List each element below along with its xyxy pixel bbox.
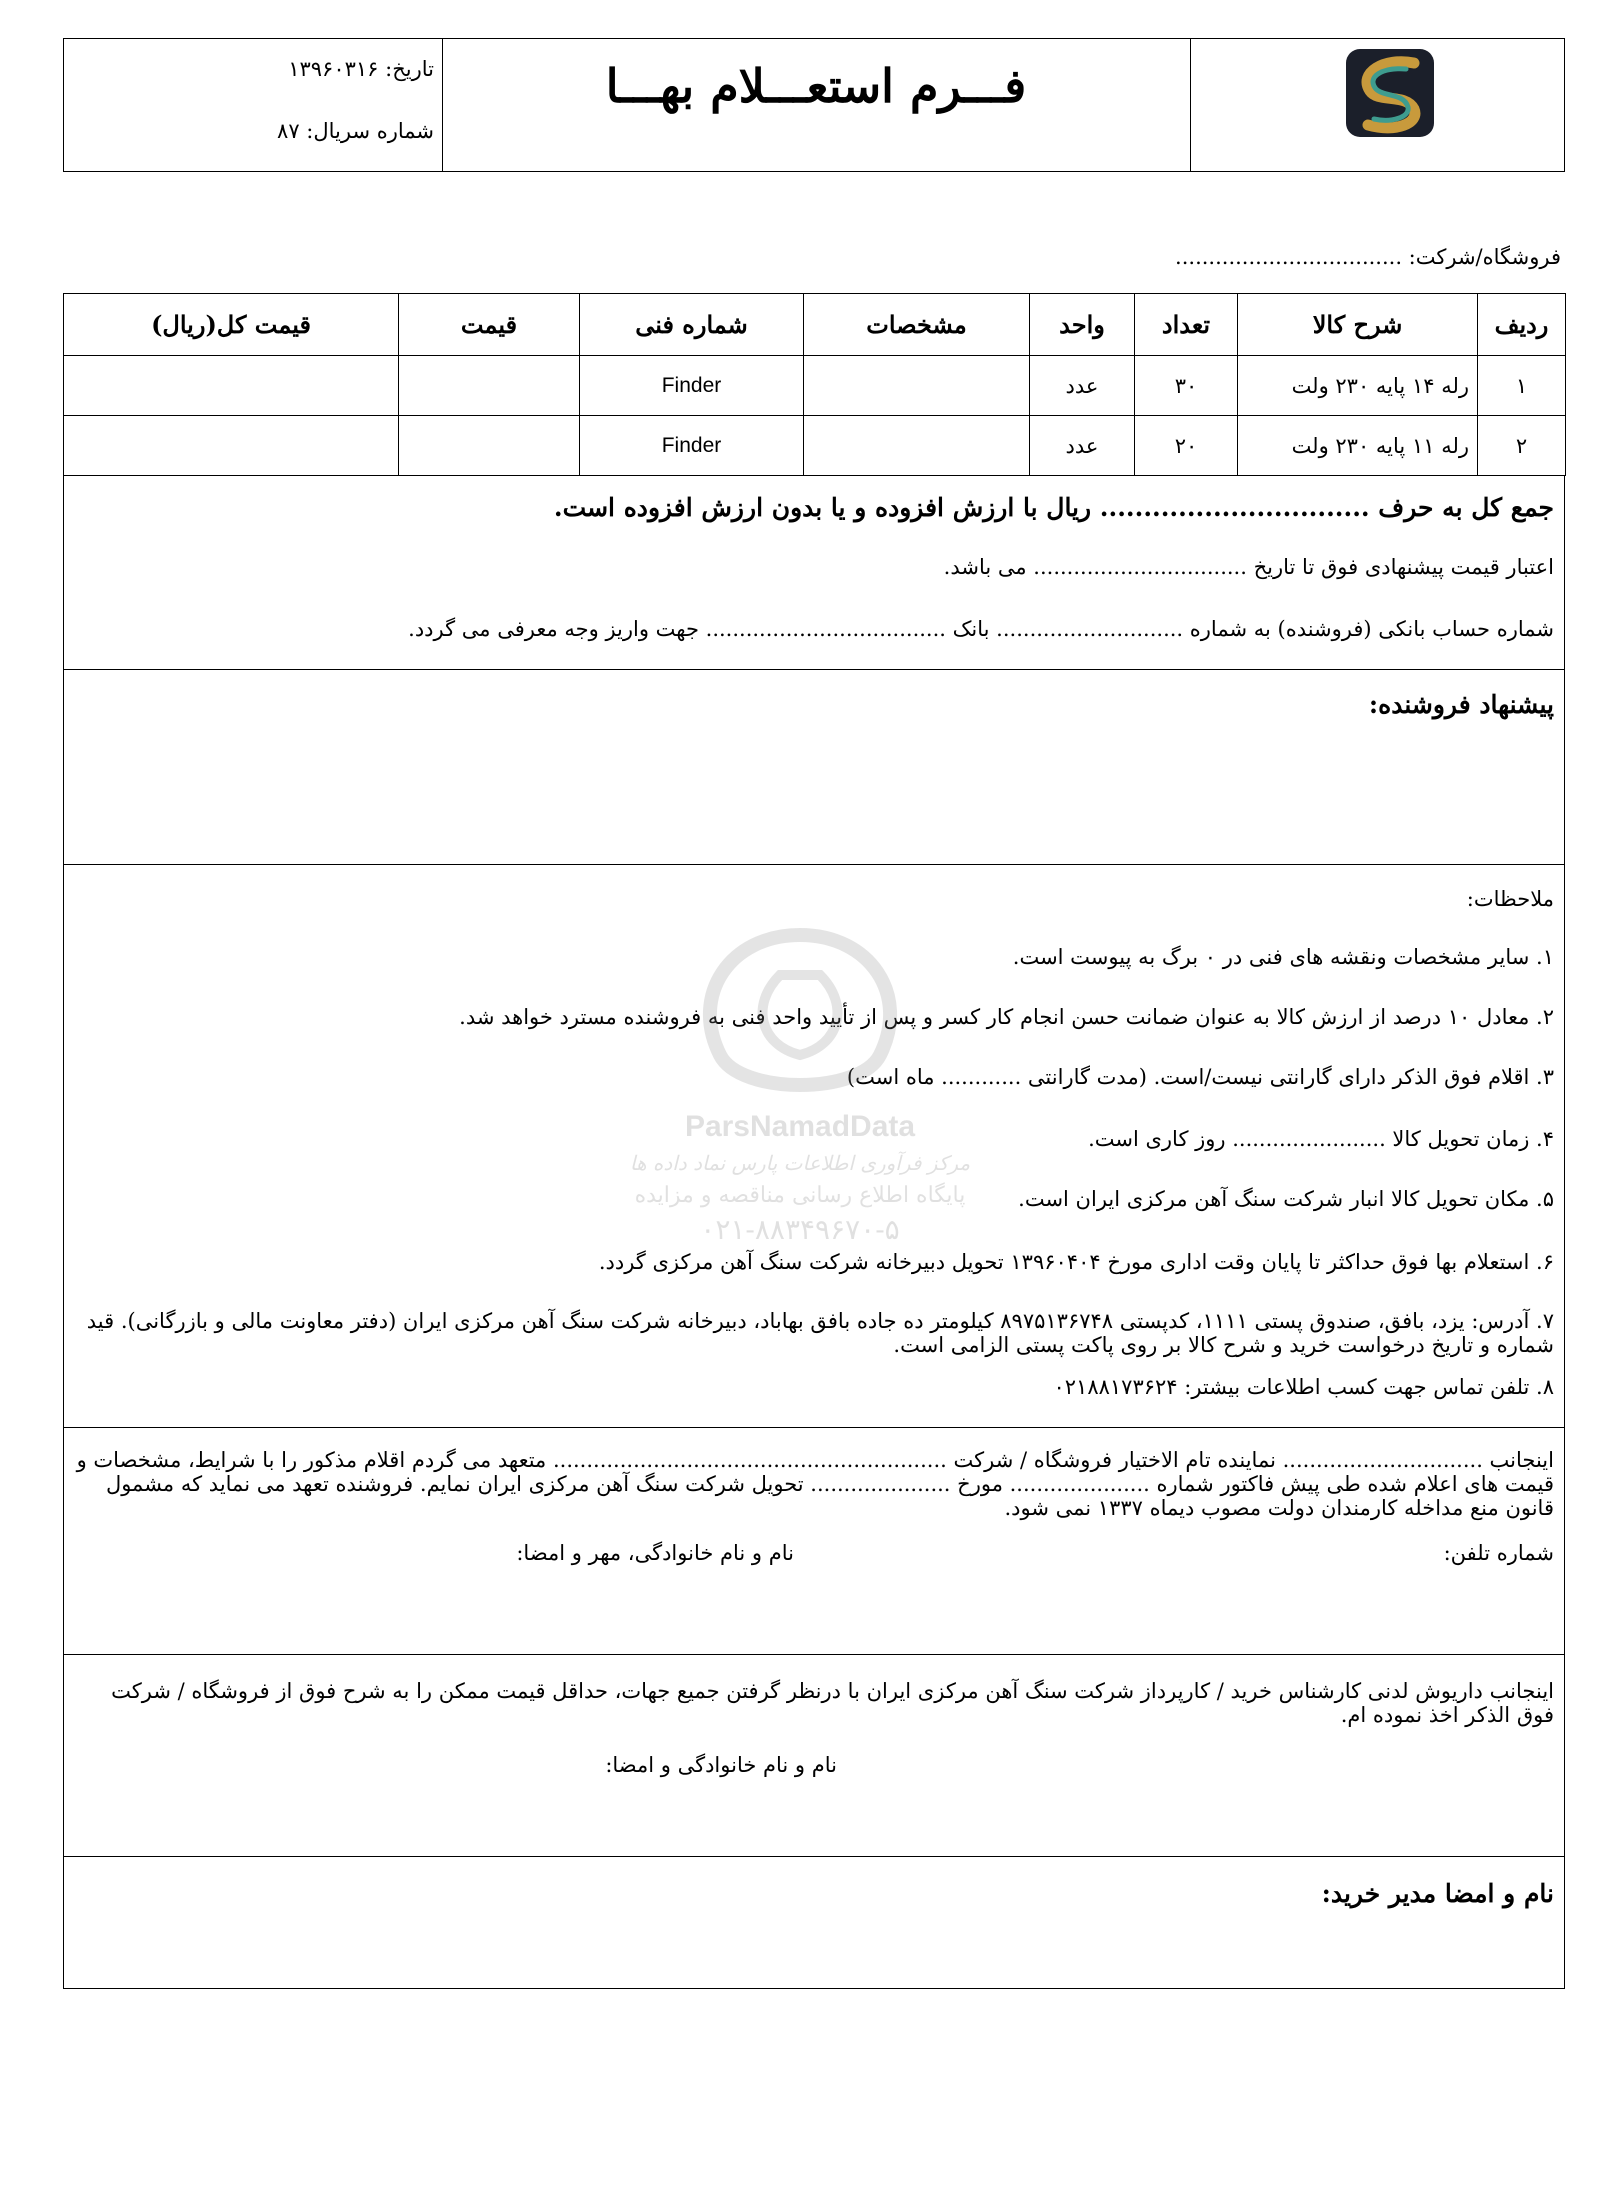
note-item: ۳. اقلام فوق الذکر دارای گارانتی نیست/است. (مدت گارانتی ............ ماه است) — [846, 1065, 1554, 1089]
form-header — [63, 38, 1565, 172]
item-total-price — [64, 416, 399, 476]
item-specs — [804, 356, 1030, 416]
table-row — [64, 416, 1566, 476]
item-quantity: ۲۰ — [1135, 416, 1238, 476]
seller-signature-label: نام و نام خانوادگی، مهر و امضا: — [516, 1541, 794, 1565]
purchase-manager-section — [63, 1857, 1565, 1989]
column-header: شرح کالا — [1238, 294, 1478, 356]
column-header: تعداد — [1135, 294, 1238, 356]
notes-title: ملاحظات: — [1466, 887, 1554, 911]
item-unit: عدد — [1030, 416, 1135, 476]
buyer-statement-text: اینجانب داریوش لدنی کارشناس خرید / کارپرداز شرکت سنگ آهن مرکزی ایران با درنظر گرفتن جمیع جهات، حداقل قیمت ممکن را به شرح فوق از فروشگاه / شرکت فوق الذکر اخذ نموده ام. — [111, 1679, 1554, 1727]
form-title: فـــرم استعـــلام بهـــا — [605, 59, 1027, 113]
note-item: ۵. مکان تحویل کالا انبار شرکت سنگ آهن مرکزی ایران است. — [1018, 1187, 1554, 1211]
item-price — [399, 416, 580, 476]
note-item: ۷. آدرس: یزد، بافق، صندوق پستی ۱۱۱۱، کدپستی ۸۹۷۵۱۳۶۷۴۸ کیلومتر ده جاده بافق بهاباد، دبیرخانه شرکت سنگ آهن مرکزی ایران (دفتر معاونت مالی و بازرگانی). قید شماره و تاریخ درخواست خرید و شرح کالا بر روی پاکت پستی الزامی است. — [86, 1309, 1554, 1357]
item-price — [399, 356, 580, 416]
price-validity: اعتبار قیمت پیشنهادی فوق تا تاریخ ................................ می باشد. — [943, 555, 1554, 579]
note-item: ۲. معادل ۱۰ درصد از ارزش کالا به عنوان ضمانت حسن انجام کار کسر و پس از تأیید واحد فنی به فروشنده مسترد خواهد شد. — [459, 1005, 1554, 1029]
item-unit: عدد — [1030, 356, 1135, 416]
column-header: شماره فنی — [580, 294, 804, 356]
total-in-words: جمع کل به حرف ............................... ریال با ارزش افزوده و یا بدون ارزش افزوده است. — [553, 493, 1554, 522]
seller-offer-section — [63, 670, 1565, 865]
note-item: ۱. سایر مشخصات ونقشه های فنی در ۰ برگ به پیوست است. — [1012, 945, 1554, 969]
table-row — [64, 356, 1566, 416]
form-date: تاریخ: ۱۳۹۶۰۳۱۶ — [288, 57, 434, 81]
item-part-number: Finder — [580, 356, 804, 416]
column-header: قیمت — [399, 294, 580, 356]
buyer-signature-label: نام و نام خانوادگی و امضا: — [605, 1753, 837, 1777]
note-item: ۸. تلفن تماس جهت کسب اطلاعات بیشتر: ۰۲۱۸۸۱۷۳۶۲۴ — [1053, 1375, 1554, 1399]
note-item: ۶. استعلام بها فوق حداکثر تا پایان وقت اداری مورخ ۱۳۹۶۰۴۰۴ تحویل دبیرخانه شرکت سنگ آهن مرکزی گردد. — [598, 1250, 1554, 1274]
column-header: قیمت کل(ریال) — [64, 294, 399, 356]
column-header: واحد — [1030, 294, 1135, 356]
watermark-line2: پایگاه اطلاع رسانی مناقصه و مزایده — [634, 1183, 966, 1208]
note-item: ۴. زمان تحویل کالا ....................... روز کاری است. — [1088, 1127, 1554, 1151]
form-serial: شماره سریال: ۸۷ — [277, 119, 434, 143]
item-description: رله ۱۴ پایه ۲۳۰ ولت — [1238, 356, 1478, 416]
item-total-price — [64, 356, 399, 416]
seller-commitment-text: اینجانب .............................. نماینده تام الاختیار فروشگاه / شرکت ........................................................... متعهد می گردم اقلام مذکور را با شرایط، مشخصات و قیمت های اعلام شده طی پیش فاکتور شماره ..................... مورخ ..................... تحویل شرکت سنگ آهن مرکزی ایران نمایم. فروشنده تعهد می نماید که مشمول قانون منع مداخله کارمندان دولت مصوب دیماه ۱۳۳۷ نمی شود. — [76, 1448, 1554, 1520]
purchase-manager-title: نام و امضا مدیر خرید: — [1321, 1879, 1554, 1908]
buyer-statement-section — [63, 1655, 1565, 1857]
item-description: رله ۱۱ پایه ۲۳۰ ولت — [1238, 416, 1478, 476]
column-header: مشخصات — [804, 294, 1030, 356]
seller-offer-title: پیشنهاد فروشنده: — [1368, 690, 1554, 719]
header-divider — [1190, 39, 1191, 171]
item-quantity: ۳۰ — [1135, 356, 1238, 416]
store-company-line: فروشگاه/شرکت: .................................. — [1175, 245, 1561, 269]
column-header: ردیف — [1478, 294, 1566, 356]
watermark-brand: ParsNamadData — [684, 1110, 916, 1143]
watermark-phone: ۰۲۱-۸۸۳۴۹۶۷۰-۵ — [700, 1213, 900, 1246]
items-table — [63, 293, 1566, 476]
row-number: ۲ — [1478, 416, 1566, 476]
watermark-line1: مرکز فرآوری اطلاعات پارس نماد داده ها — [629, 1151, 971, 1175]
seller-phone-label: شماره تلفن: — [1443, 1541, 1554, 1565]
company-logo-icon — [1344, 47, 1436, 139]
item-specs — [804, 416, 1030, 476]
bank-account: شماره حساب بانکی (فروشنده) به شماره ............................ بانک .................................... جهت واریز وجه معرفی می گردد. — [408, 617, 1554, 641]
totals-section — [63, 475, 1565, 670]
row-number: ۱ — [1478, 356, 1566, 416]
notes-section — [63, 865, 1565, 1428]
seller-commitment-section — [63, 1428, 1565, 1655]
table-header-row — [64, 294, 1566, 356]
item-part-number: Finder — [580, 416, 804, 476]
